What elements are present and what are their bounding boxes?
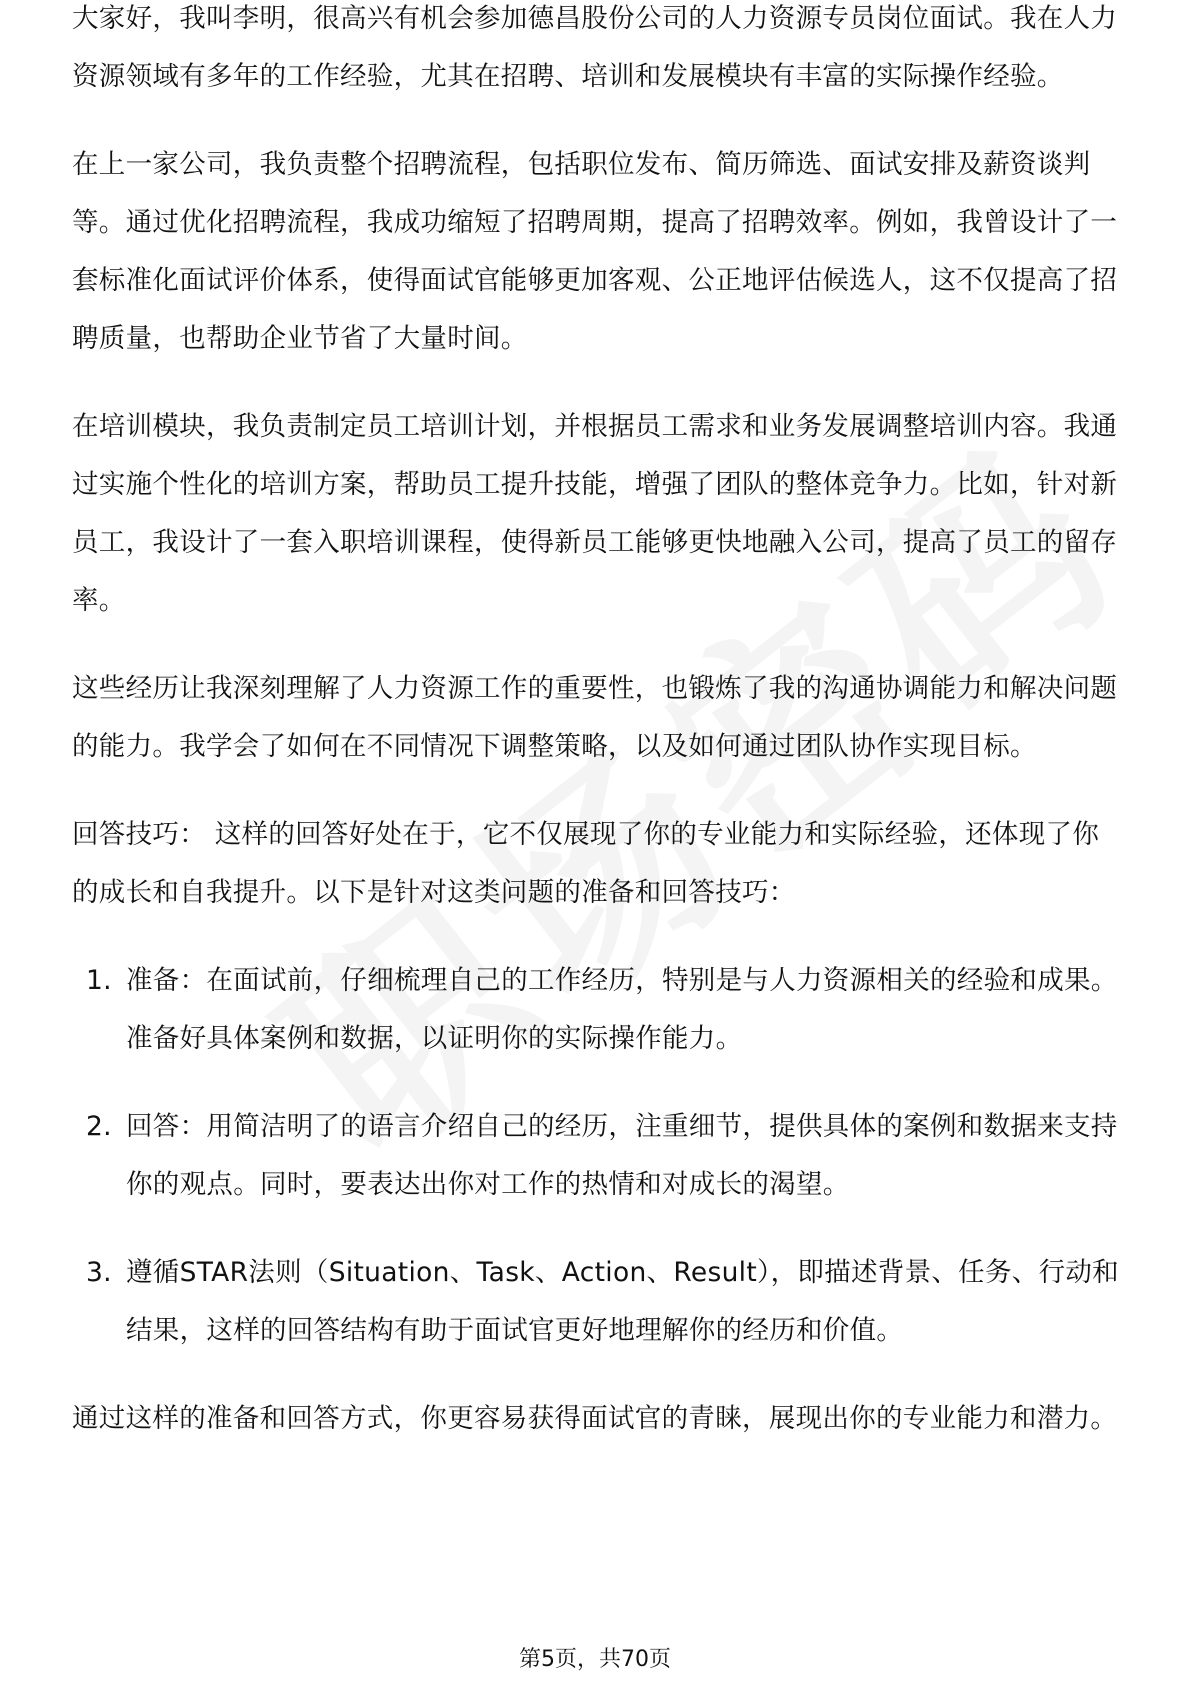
paragraph-intro: 大家好，我叫李明，很高兴有机会参加德昌股份公司的人力资源专员岗位面试。我在人力资源领域有多年的工作经验，尤其在招聘、培训和发展模块有丰富的实际操作经验。 [72, 3, 1118, 92]
tips-list-item [72, 1244, 1122, 1360]
document-body [72, 3, 1122, 1478]
paragraph-conclusion: 通过这样的准备和回答方式，你更容易获得面试官的青睐，展现出你的专业能力和潜力。 [72, 1403, 1118, 1434]
list-number: 1. [86, 965, 112, 996]
paragraph-answer-tips: 回答技巧： 这样的回答好处在于，它不仅展现了你的专业能力和实际经验，还体现了你的成长和自我提升。以下是针对这类问题的准备和回答技巧： [72, 819, 1100, 908]
paragraph-training: 在培训模块，我负责制定员工培训计划，并根据员工需求和业务发展调整培训内容。我通过实施个性化的培训方案，帮助员工提升技能，增强了团队的整体竞争力。比如，针对新员工，我设计了一套入职培训课程，使得新员工能够更快地融入公司，提高了员工的留存率。 [72, 411, 1118, 616]
list-item-text: 遵循STAR法则（Situation、Task、Action、Result），即描述背景、任务、行动和结果，这样的回答结构有助于面试官更好地理解你的经历和价值。 [126, 1257, 1119, 1346]
list-number: 2. [86, 1111, 112, 1142]
paragraph-reflection: 这些经历让我深刻理解了人力资源工作的重要性，也锻炼了我的沟通协调能力和解决问题的能力。我学会了如何在不同情况下调整策略，以及如何通过团队协作实现目标。 [72, 673, 1118, 762]
paragraph-recruitment: 在上一家公司，我负责整个招聘流程，包括职位发布、简历筛选、面试安排及薪资谈判等。通过优化招聘流程，我成功缩短了招聘周期，提高了招聘效率。例如，我曾设计了一套标准化面试评价体系，使得面试官能够更加客观、公正地评估候选人，这不仅提高了招聘质量，也帮助企业节省了大量时间。 [72, 149, 1118, 354]
tips-list-item [72, 1098, 1122, 1214]
list-item-text: 回答：用简洁明了的语言介绍自己的经历，注重细节，提供具体的案例和数据来支持你的观点。同时，要表达出你对工作的热情和对成长的渴望。 [126, 1111, 1118, 1200]
list-number: 3. [86, 1257, 112, 1288]
tips-list [72, 952, 1122, 1360]
page-number-footer: 第5页，共70页 [519, 1647, 671, 1672]
tips-list-item [72, 952, 1122, 1068]
list-item-text: 准备：在面试前，仔细梳理自己的工作经历，特别是与人力资源相关的经验和成果。准备好具体案例和数据，以证明你的实际操作能力。 [126, 965, 1118, 1054]
